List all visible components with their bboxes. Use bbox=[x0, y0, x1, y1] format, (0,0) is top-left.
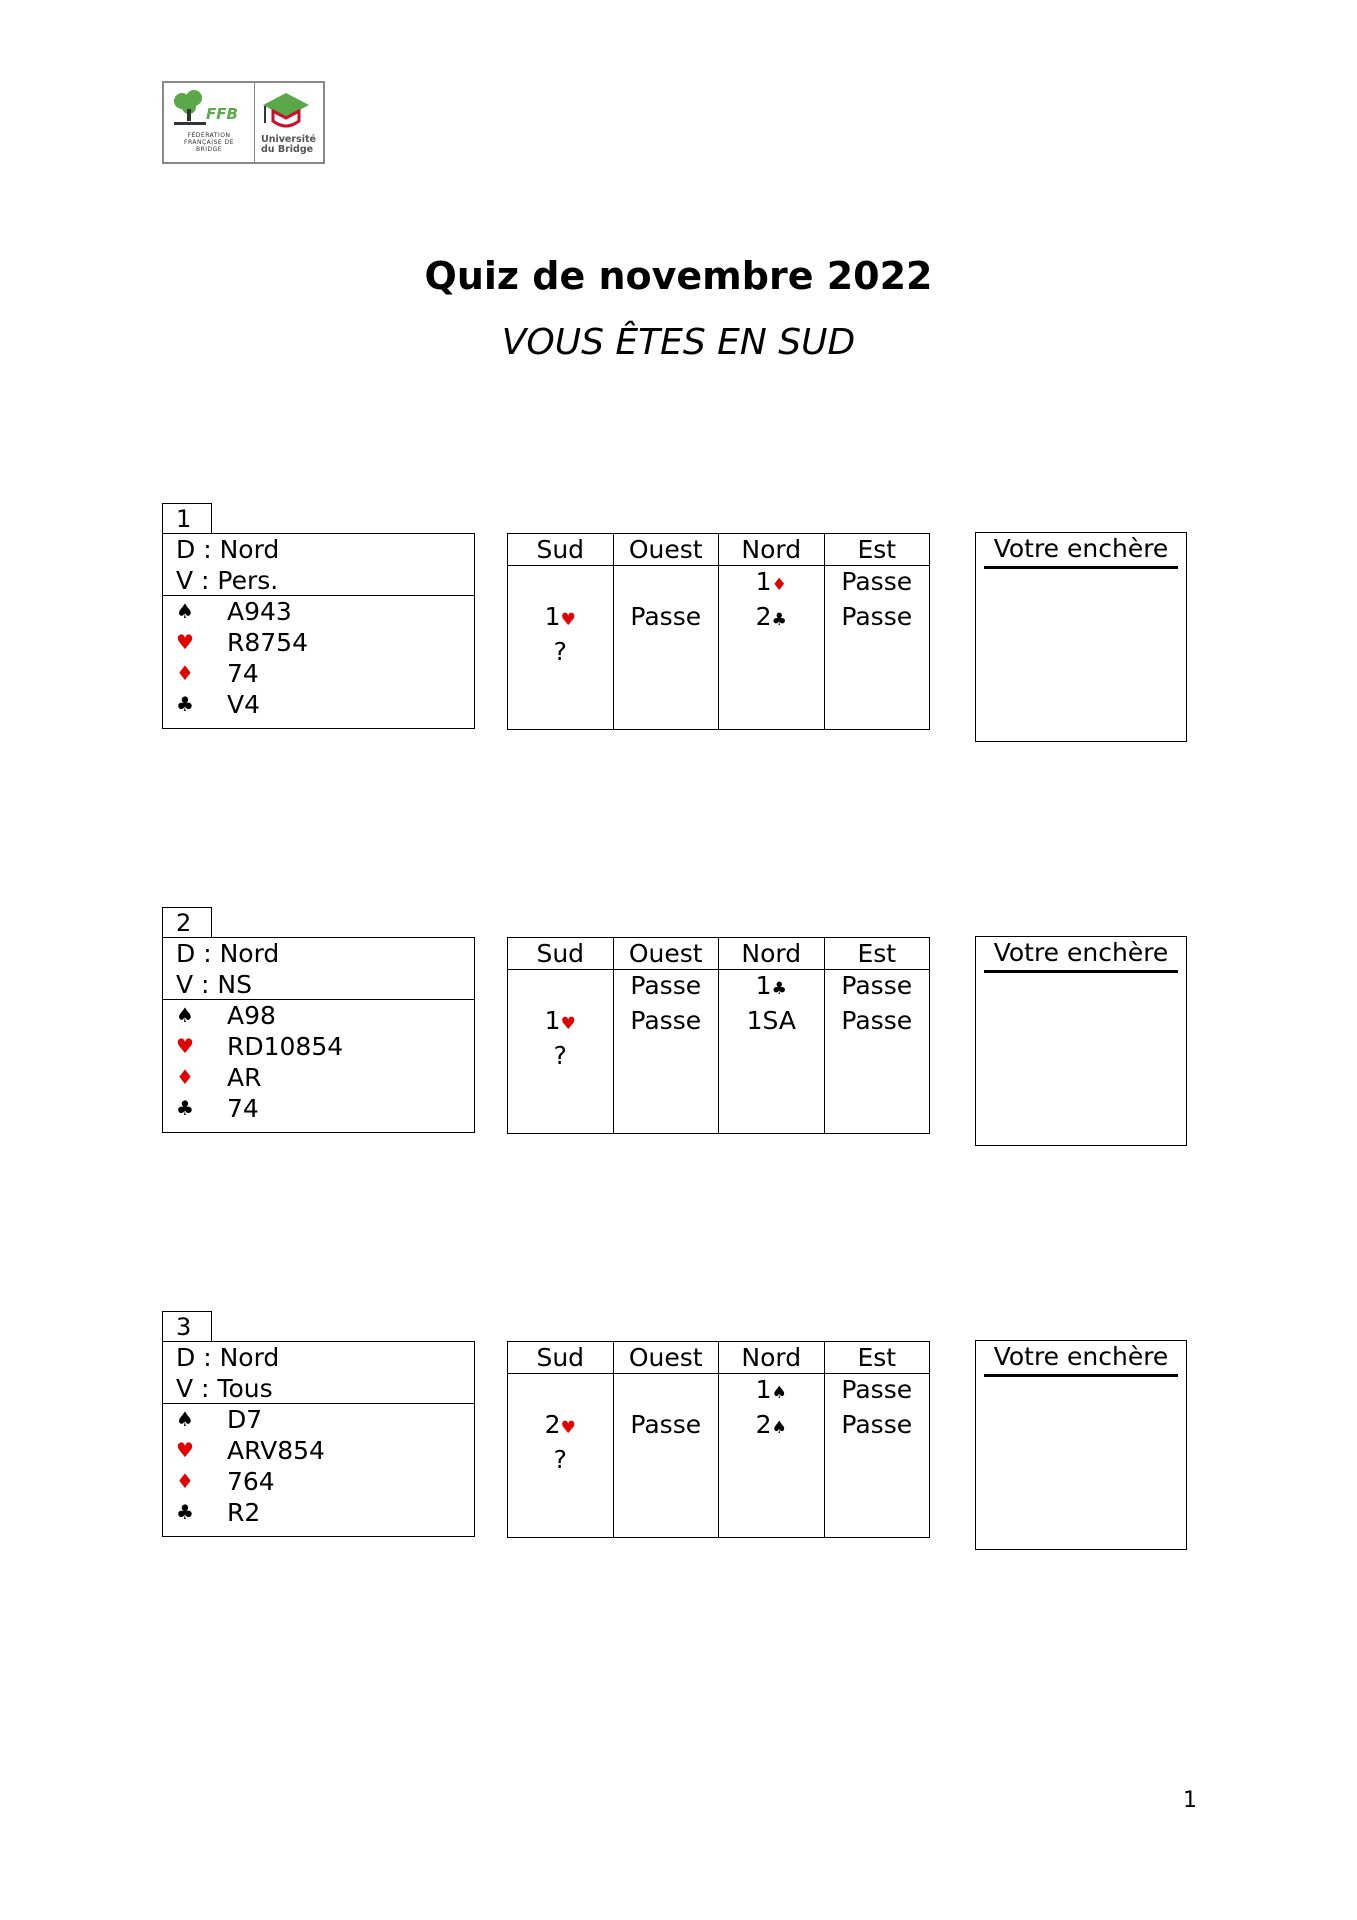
diamond-icon: ♦ bbox=[771, 575, 787, 595]
auction-row bbox=[508, 1409, 930, 1444]
spade-icon: ♠ bbox=[771, 1418, 787, 1438]
heart-icon: ♥ bbox=[176, 630, 194, 654]
auction-cell bbox=[824, 698, 930, 730]
auction-cell: Passe bbox=[613, 601, 719, 636]
auction-cell: Passe bbox=[824, 1374, 930, 1410]
auction-cell: 1SA bbox=[719, 1005, 825, 1040]
spades-cards: D7 bbox=[227, 1405, 263, 1434]
hand-row-hearts bbox=[163, 1031, 474, 1062]
hand-header bbox=[163, 1342, 474, 1404]
dealer-text: D : Nord bbox=[176, 939, 280, 968]
hand-number: 3 bbox=[162, 1311, 212, 1341]
hand-row-spades bbox=[163, 596, 474, 627]
answer-box[interactable] bbox=[975, 936, 1187, 1146]
auction-row bbox=[508, 667, 930, 698]
hearts-cards: R8754 bbox=[227, 628, 308, 657]
answer-label: Votre enchère bbox=[993, 938, 1169, 967]
bid-level: 2 bbox=[544, 1410, 561, 1439]
page-number: 1 bbox=[1183, 1788, 1197, 1813]
hand-box bbox=[162, 533, 475, 729]
auction-row bbox=[508, 1475, 930, 1506]
auction-table bbox=[507, 1341, 930, 1538]
auction-header-cell: Ouest bbox=[613, 1342, 719, 1374]
hand-row-diamonds bbox=[163, 1466, 474, 1497]
auction-row bbox=[508, 1374, 930, 1410]
hand-number: 1 bbox=[162, 503, 212, 533]
auction-cell: Passe bbox=[824, 1005, 930, 1040]
auction-cell bbox=[613, 1475, 719, 1506]
heart-icon: ♥ bbox=[176, 1034, 194, 1058]
page-subtitle: VOUS ÊTES EN SUD bbox=[501, 322, 856, 363]
auction-cell bbox=[613, 667, 719, 698]
auction-cell: Passe bbox=[613, 1409, 719, 1444]
auction-table bbox=[507, 937, 930, 1134]
auction-cell bbox=[508, 1071, 614, 1102]
auction-cell bbox=[508, 1409, 614, 1444]
hand-row-spades bbox=[163, 1000, 474, 1031]
auction-cell bbox=[719, 1506, 825, 1538]
ffb-logo-left bbox=[164, 83, 255, 162]
club-icon: ♣ bbox=[176, 692, 194, 716]
hand-row-spades bbox=[163, 1404, 474, 1435]
hand-header bbox=[163, 938, 474, 1000]
answer-underline bbox=[984, 970, 1178, 973]
auction-cell bbox=[719, 1102, 825, 1134]
auction-cell bbox=[613, 1102, 719, 1134]
auction-cell bbox=[824, 636, 930, 667]
auction-header-cell: Ouest bbox=[613, 938, 719, 970]
answer-box[interactable] bbox=[975, 1340, 1187, 1550]
auction-row bbox=[508, 970, 930, 1006]
heart-icon: ♥ bbox=[560, 1014, 576, 1034]
answer-label: Votre enchère bbox=[993, 1342, 1169, 1371]
diamonds-cards: 74 bbox=[227, 659, 259, 688]
auction-cell bbox=[613, 698, 719, 730]
auction-row bbox=[508, 601, 930, 636]
auction-cell bbox=[824, 1444, 930, 1475]
bid-level: 2 bbox=[755, 602, 772, 631]
bid-level: 1 bbox=[755, 971, 772, 1000]
tree-icon bbox=[172, 89, 208, 129]
vulnerability-text: V : Pers. bbox=[176, 566, 279, 595]
auction-header-cell: Est bbox=[824, 938, 930, 970]
auction-cell bbox=[508, 566, 614, 602]
auction-cell bbox=[508, 1475, 614, 1506]
universite-line1: Université bbox=[261, 134, 316, 145]
clubs-cards: R2 bbox=[227, 1498, 261, 1527]
answer-underline bbox=[984, 566, 1178, 569]
auction-cell bbox=[719, 601, 825, 636]
auction-row bbox=[508, 698, 930, 730]
auction-cell bbox=[719, 566, 825, 602]
auction-cell: Passe bbox=[824, 970, 930, 1006]
auction-row bbox=[508, 1005, 930, 1040]
auction-row bbox=[508, 566, 930, 602]
auction-cell bbox=[613, 636, 719, 667]
hearts-cards: ARV854 bbox=[227, 1436, 325, 1465]
auction-cell bbox=[824, 1071, 930, 1102]
auction-cell bbox=[824, 1506, 930, 1538]
club-icon: ♣ bbox=[771, 610, 787, 630]
auction-cell bbox=[613, 1040, 719, 1071]
graduation-cap-icon bbox=[261, 91, 311, 133]
auction-header-cell: Nord bbox=[719, 1342, 825, 1374]
hand-row-diamonds bbox=[163, 658, 474, 689]
vulnerability-text: V : NS bbox=[176, 970, 252, 999]
dealer-text: D : Nord bbox=[176, 1343, 280, 1372]
spade-icon: ♠ bbox=[176, 1407, 194, 1431]
auction-cell: ? bbox=[508, 636, 614, 667]
diamond-icon: ♦ bbox=[176, 661, 194, 685]
universite-line2: du Bridge bbox=[261, 144, 314, 155]
answer-box[interactable] bbox=[975, 532, 1187, 742]
ffb-full-name: FÉDÉRATION FRANÇAISE DE BRIDGE bbox=[184, 132, 234, 153]
spade-icon: ♠ bbox=[771, 1383, 787, 1403]
spades-cards: A98 bbox=[227, 1001, 276, 1030]
auction-cell bbox=[613, 1506, 719, 1538]
auction-row bbox=[508, 1040, 930, 1071]
diamond-icon: ♦ bbox=[176, 1065, 194, 1089]
bid-level: 1 bbox=[755, 1375, 772, 1404]
auction-header-cell: Sud bbox=[508, 938, 614, 970]
auction-cell bbox=[508, 1102, 614, 1134]
auction-cell bbox=[824, 1102, 930, 1134]
auction-cell bbox=[719, 1040, 825, 1071]
hand-row-hearts bbox=[163, 627, 474, 658]
auction-row bbox=[508, 636, 930, 667]
auction-cell: ? bbox=[508, 1040, 614, 1071]
auction-table bbox=[507, 533, 930, 730]
hand-box bbox=[162, 1341, 475, 1537]
hand-row-clubs bbox=[163, 689, 474, 720]
auction-cell bbox=[613, 1071, 719, 1102]
diamonds-cards: 764 bbox=[227, 1467, 275, 1496]
auction-cell bbox=[508, 1374, 614, 1410]
auction-header-cell: Est bbox=[824, 1342, 930, 1374]
dealer-text: D : Nord bbox=[176, 535, 280, 564]
auction-header-cell: Nord bbox=[719, 938, 825, 970]
auction-cell bbox=[508, 970, 614, 1006]
auction-cell bbox=[719, 1475, 825, 1506]
auction-cell bbox=[824, 1475, 930, 1506]
universite-logo bbox=[255, 83, 323, 162]
diamonds-cards: AR bbox=[227, 1063, 262, 1092]
auction-cell bbox=[719, 667, 825, 698]
auction-row bbox=[508, 1444, 930, 1475]
auction-cell bbox=[508, 1506, 614, 1538]
auction-cell bbox=[508, 601, 614, 636]
spade-icon: ♠ bbox=[176, 1003, 194, 1027]
page-title: Quiz de novembre 2022 bbox=[424, 254, 933, 298]
auction-header-cell: Sud bbox=[508, 534, 614, 566]
heart-icon: ♥ bbox=[560, 1418, 576, 1438]
auction-cell bbox=[719, 1071, 825, 1102]
ffb-logo bbox=[162, 81, 325, 164]
auction-cell bbox=[824, 1040, 930, 1071]
spade-icon: ♠ bbox=[176, 599, 194, 623]
bid-level: 2 bbox=[755, 1410, 772, 1439]
auction-cell bbox=[824, 667, 930, 698]
auction-cell: Passe bbox=[613, 1005, 719, 1040]
auction-cell: ? bbox=[508, 1444, 614, 1475]
heart-icon: ♥ bbox=[560, 610, 576, 630]
auction-cell bbox=[719, 636, 825, 667]
auction-cell bbox=[719, 970, 825, 1006]
auction-cell bbox=[719, 1444, 825, 1475]
auction-cell bbox=[613, 566, 719, 602]
auction-cell bbox=[613, 1374, 719, 1410]
bid-level: 1 bbox=[544, 602, 561, 631]
auction-cell bbox=[613, 1444, 719, 1475]
spades-cards: A943 bbox=[227, 597, 292, 626]
hand-number: 2 bbox=[162, 907, 212, 937]
club-icon: ♣ bbox=[771, 979, 787, 999]
hand-box bbox=[162, 937, 475, 1133]
auction-header-cell: Ouest bbox=[613, 534, 719, 566]
auction-cell: Passe bbox=[613, 970, 719, 1006]
clubs-cards: V4 bbox=[227, 690, 261, 719]
answer-underline bbox=[984, 1374, 1178, 1377]
club-icon: ♣ bbox=[176, 1500, 194, 1524]
auction-cell: Passe bbox=[824, 601, 930, 636]
auction-header-cell: Est bbox=[824, 534, 930, 566]
auction-row bbox=[508, 1071, 930, 1102]
auction-header-cell: Nord bbox=[719, 534, 825, 566]
auction-row bbox=[508, 1506, 930, 1538]
hand-header bbox=[163, 534, 474, 596]
auction-cell bbox=[508, 667, 614, 698]
auction-cell bbox=[508, 698, 614, 730]
hand-row-clubs bbox=[163, 1497, 474, 1528]
hand-row-diamonds bbox=[163, 1062, 474, 1093]
ffb-acronym: FFB bbox=[206, 105, 238, 123]
auction-cell bbox=[508, 1005, 614, 1040]
club-icon: ♣ bbox=[176, 1096, 194, 1120]
vulnerability-text: V : Tous bbox=[176, 1374, 273, 1403]
heart-icon: ♥ bbox=[176, 1438, 194, 1462]
auction-row bbox=[508, 1102, 930, 1134]
universite-text bbox=[261, 135, 316, 155]
bid-level: 1 bbox=[755, 567, 772, 596]
auction-cell bbox=[719, 1409, 825, 1444]
diamond-icon: ♦ bbox=[176, 1469, 194, 1493]
hearts-cards: RD10854 bbox=[227, 1032, 344, 1061]
auction-header-cell: Sud bbox=[508, 1342, 614, 1374]
hand-row-hearts bbox=[163, 1435, 474, 1466]
bid-level: 1 bbox=[544, 1006, 561, 1035]
answer-label: Votre enchère bbox=[993, 534, 1169, 563]
auction-cell: Passe bbox=[824, 566, 930, 602]
clubs-cards: 74 bbox=[227, 1094, 259, 1123]
auction-cell: Passe bbox=[824, 1409, 930, 1444]
auction-cell bbox=[719, 1374, 825, 1410]
hand-row-clubs bbox=[163, 1093, 474, 1124]
auction-cell bbox=[719, 698, 825, 730]
